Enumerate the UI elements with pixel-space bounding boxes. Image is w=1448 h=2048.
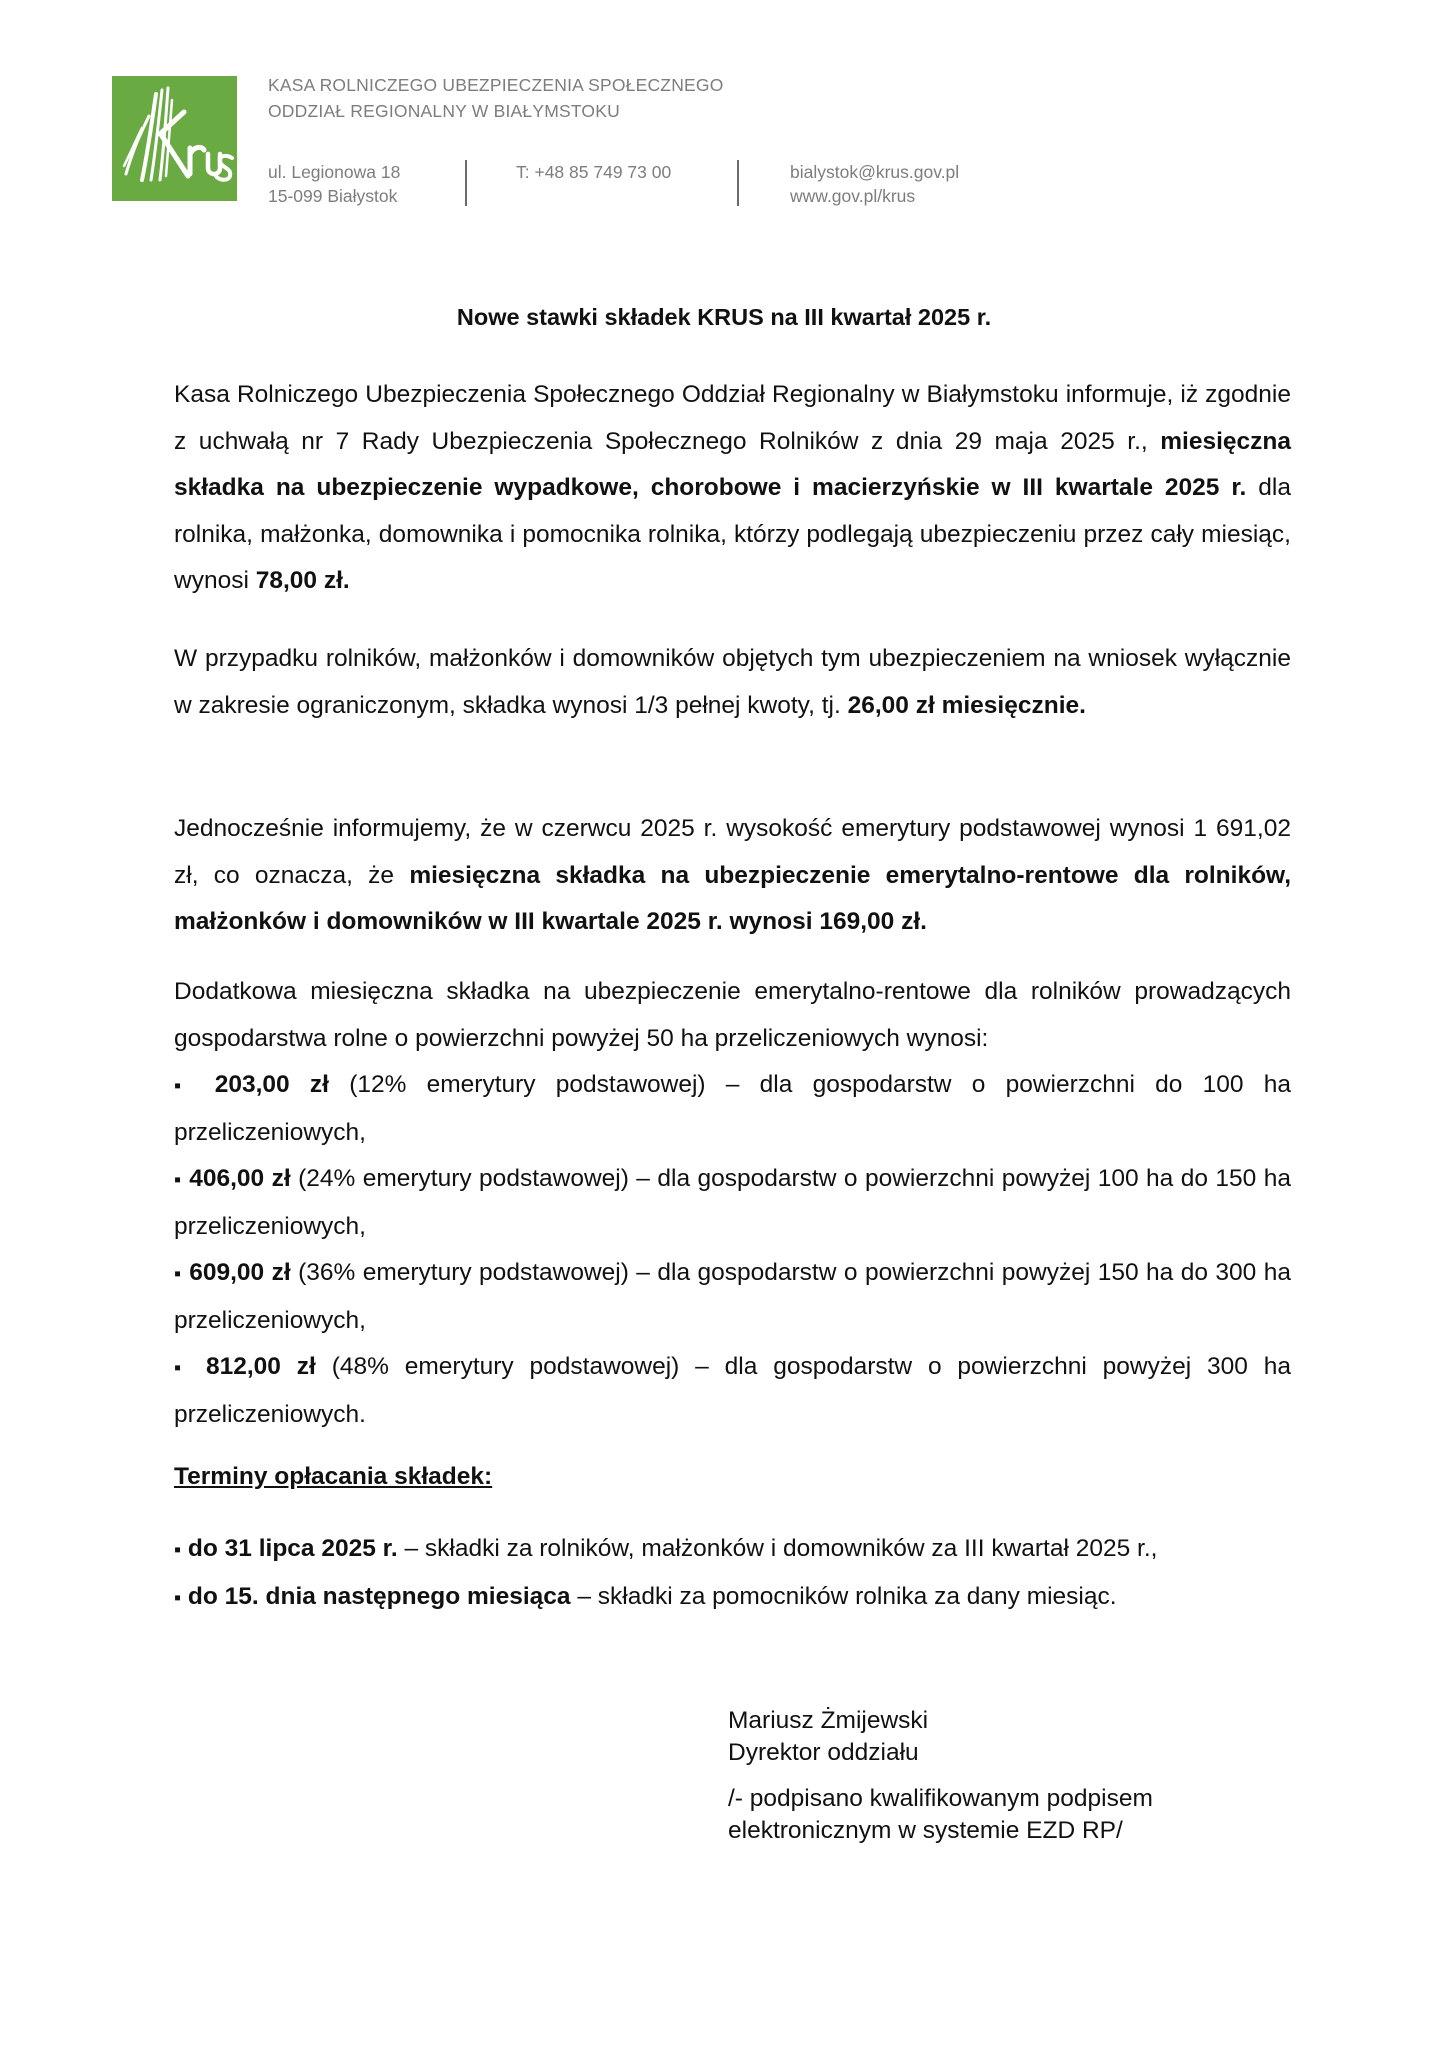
rate-amount: 406,00 zł (189, 1165, 291, 1192)
bullet-icon: ▪ (174, 1357, 191, 1379)
rate-description: (36% emerytury podstawowej) – dla gospodarstw o powierzchni powyżej 150 ha do 300 ha przeliczeniowych, (174, 1259, 1291, 1334)
deadlines-heading: Terminy opłacania składek: (174, 1463, 493, 1490)
list-item (174, 1062, 1291, 1156)
text: W przypadku rolników, małżonków i domowników objętych tym ubezpieczeniem na wniosek wyłącznie w zakresie ograniczonym, składka wynosi 1/3 pełnej kwoty, tj. (174, 645, 1291, 719)
bullet-icon: ▪ (174, 1263, 182, 1285)
document-title: Nowe stawki składek KRUS na III kwartał 2025 r. (456, 304, 992, 330)
paragraph-limited-scope (174, 636, 1291, 729)
signatory (728, 1705, 928, 1769)
krus-logo-icon (112, 76, 237, 201)
bold-text: miesięczna składka na ubezpieczenie emerytalno-rentowe dla rolników, małżonków i domowników w III kwartale 2025 r. wynosi 169,00 zł. (174, 861, 1292, 935)
signature-note-line-1: /- podpisano kwalifikowanym podpisem (728, 1785, 1153, 1812)
rate-amount: 203,00 zł (214, 1071, 329, 1098)
bullet-icon: ▪ (174, 1169, 182, 1191)
address (268, 160, 400, 208)
address-line-2: 15-099 Białystok (268, 186, 398, 206)
signatory-position: Dyrektor oddziału (728, 1739, 919, 1766)
list-item (174, 1156, 1291, 1250)
website-link[interactable]: www.gov.pl/krus (790, 186, 916, 206)
rate-description: (24% emerytury podstawowej) – dla gospodarstw o powierzchni powyżej 100 ha do 150 ha przeliczeniowych, (174, 1165, 1291, 1240)
rate-amount: 812,00 zł (206, 1353, 316, 1380)
list-item (174, 1574, 1291, 1622)
deadline-date: do 15. dnia następnego miesiąca (187, 1582, 571, 1610)
deadline-description: – składki za pomocników rolnika za dany miesiąc. (570, 1582, 1117, 1610)
bold-amount: 78,00 zł. (255, 567, 350, 594)
rates-list (174, 1062, 1291, 1438)
organization-name (268, 72, 724, 124)
bullet-icon: ▪ (174, 1539, 182, 1561)
address-line-1: ul. Legionowa 18 (268, 162, 401, 182)
signature-note (728, 1783, 1153, 1847)
deadlines-list (174, 1526, 1291, 1621)
bullet-icon: ▪ (174, 1075, 195, 1097)
rate-amount: 609,00 zł (189, 1259, 291, 1286)
phone: T: +48 85 749 73 00 (516, 162, 672, 182)
bold-amount: 26,00 zł miesięcznie. (847, 691, 1086, 719)
deadline-description: – składki za rolników, małżonków i domowników za III kwartał 2025 r., (397, 1535, 1158, 1562)
text: Jednocześnie informujemy, że w czerwcu 2025 r. wysokość emerytury podstawowej wynosi 1 691,02 zł, co oznacza, że (174, 815, 1291, 889)
signatory-name: Mariusz Żmijewski (728, 1707, 929, 1734)
list-item (174, 1526, 1291, 1574)
signature-note-line-2: elektronicznym w systemie EZD RP/ (728, 1817, 1123, 1844)
org-line-2: ODDZIAŁ REGIONALNY W BIAŁYMSTOKU (268, 101, 620, 121)
paragraph-pension-insurance (174, 806, 1291, 946)
bullet-icon: ▪ (174, 1586, 182, 1609)
rate-description: (12% emerytury podstawowej) – dla gospodarstw o powierzchni do 100 ha przeliczeniowych, (174, 1071, 1291, 1146)
list-item (174, 1250, 1291, 1344)
header-divider (465, 160, 467, 206)
text: Dodatkowa miesięczna składka na ubezpieczenie emerytalno-rentowe dla rolników prowadzących gospodarstwa rolne o powierzchni powyżej 50 ha przeliczeniowych wynosi: (174, 978, 1291, 1052)
org-line-1: KASA ROLNICZEGO UBEZPIECZENIA SPOŁECZNEGO (268, 75, 724, 95)
paragraph-additional-contribution (174, 969, 1291, 1062)
deadline-date: do 31 lipca 2025 r. (187, 1535, 398, 1562)
text: dla rolnika, małżonka, domownika i pomocnika rolnika, którzy podlegają ubezpieczeniu przez cały miesiąc, wynosi (174, 474, 1291, 594)
email-link[interactable]: bialystok@krus.gov.pl (790, 162, 960, 182)
rate-description: (48% emerytury podstawowej) – dla gospodarstw o powierzchni powyżej 300 ha przeliczeniowych. (174, 1353, 1291, 1428)
contact-online (790, 160, 959, 208)
paragraph-accident-insurance (174, 372, 1291, 605)
text: Kasa Rolniczego Ubezpieczenia Społecznego Oddział Regionalny w Białymstoku informuje, iż zgodnie z uchwałą nr 7 Rady Ubezpieczenia Społecznego Rolników z dnia 29 maja 2025 r., (174, 381, 1291, 455)
bold-text: miesięczna składka na ubezpieczenie wypadkowe, chorobowe i macierzyńskie w III kwartale 2025 r. (174, 427, 1291, 501)
list-item (174, 1344, 1291, 1438)
krus-logo (112, 76, 237, 201)
header-divider (737, 160, 739, 206)
